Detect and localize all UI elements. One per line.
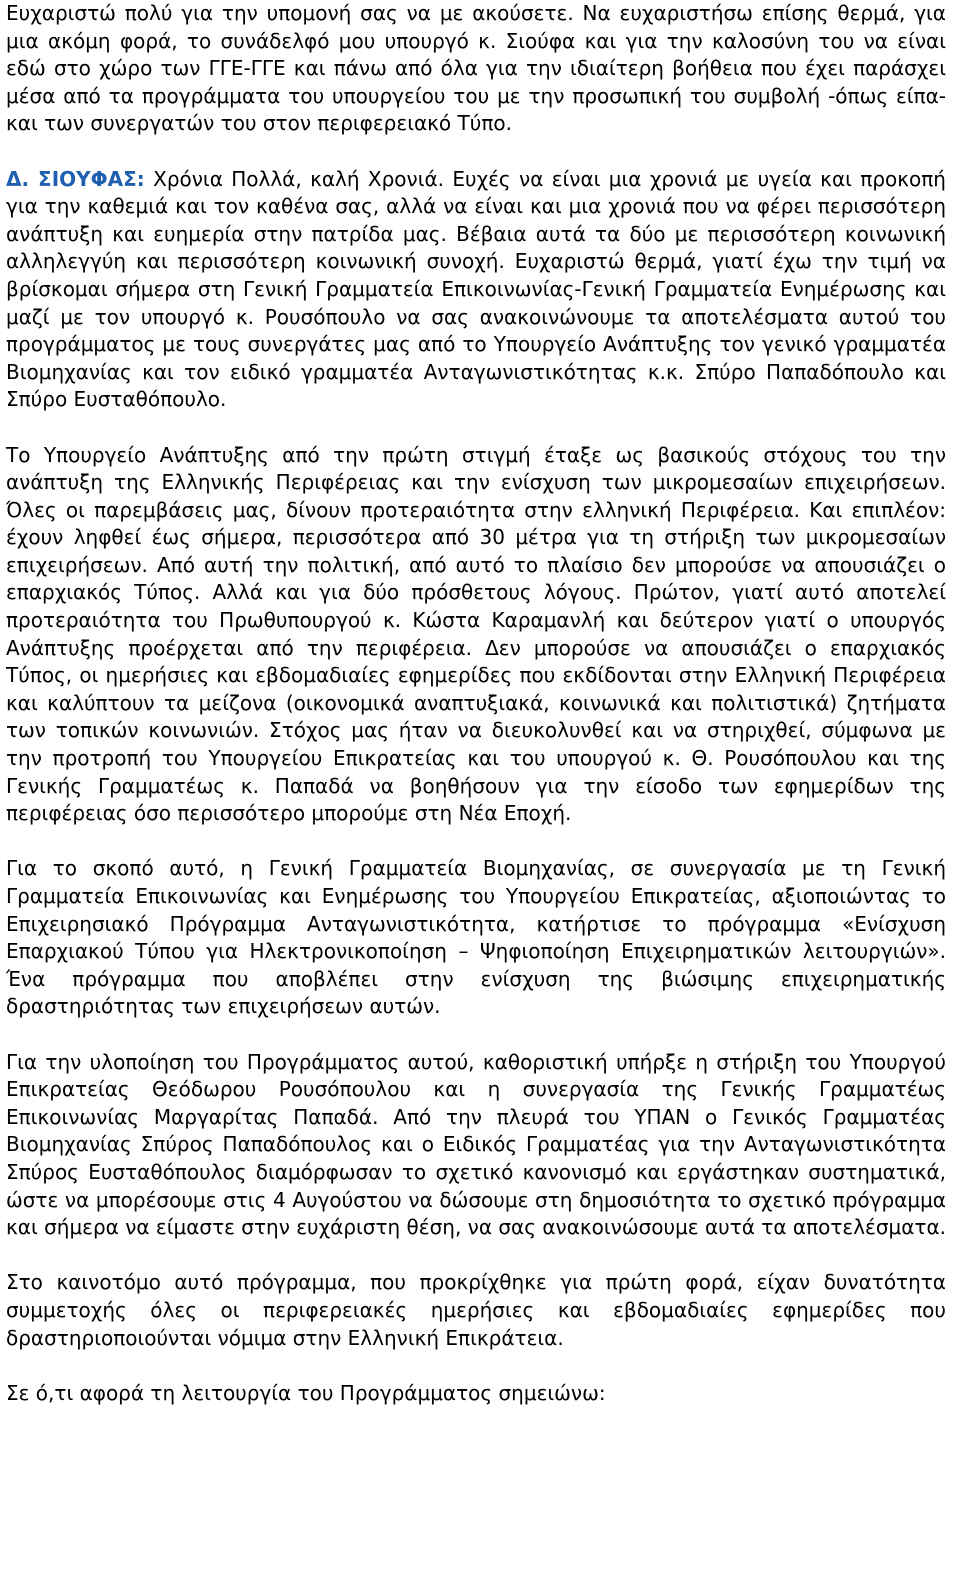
paragraph-text: Για το σκοπό αυτό, η Γενική Γραμματεία Βιομηχανίας, σε συνεργασία με τη Γενική Γραμματεία Επικοινωνίας και Ενημέρωσης του Υπουργείου Επικρατείας, αξιοποιώντας το Επιχειρησιακό Πρόγραμμα Ανταγωνιστικότητα, κατήρτισε το πρόγραμμα «Ενίσχυση Επαρχιακού Τύπου για Ηλεκτρονικοποίηση – Ψηφιοποίηση Επιχειρηματικών λειτουργιών». Ένα πρόγραμμα που αποβλέπει στην ενίσχυση της βιώσιμης επιχειρηματικής δραστηριότητας των επιχειρήσεων αυτών. xyxy=(6,856,946,1019)
paragraph-text: Χρόνια Πολλά, καλή Χρονιά. Ευχές να είναι μια χρονιά με υγεία και προκοπή για την καθεμιά και τον καθένα σας, αλλά να είναι και μια χρονιά που να φέρει περισσότερη ανάπτυξη και ευημερία στην πατρίδα μας. Βέβαια αυτά τα δύο με περισσότερη κοινωνική αλληλεγγύη και περισσότερη κοινωνική συνοχή. Ευχαριστώ θερμά, γιατί έχω την τιμή να βρίσκομαι σήμερα στη Γενική Γραμματεία Επικοινωνίας-Γενική Γραμματεία Ενημέρωσης και μαζί με τον υπουργό κ. Ρουσόπουλο να σας ανακοινώνουμε τα αποτελέσματα αυτού του προγράμματος με τους συνεργάτες μας από το Υπουργείο Ανάπτυξης τον γενικό γραμματέα Βιομηχανίας και τον ειδικό γραμματέα Ανταγωνιστικότητας κ.κ. Σπύρο Παπαδόπουλο και Σπύρο Ευσταθόπουλο. xyxy=(6,166,946,412)
paragraph-program-operation xyxy=(6,1380,946,1408)
speaker-label: Δ. ΣΙΟΥΦΑΣ: xyxy=(6,166,145,191)
paragraph-program-purpose xyxy=(6,855,946,1021)
paragraph-text: Σε ό,τι αφορά τη λειτουργία του Προγράμματος σημειώνω: xyxy=(6,1380,606,1405)
paragraph-ministry-goals xyxy=(6,442,946,828)
document-body xyxy=(6,0,946,1407)
paragraph-text: Για την υλοποίηση του Προγράμματος αυτού, καθοριστική υπήρξε η στήριξη του Υπουργού Επικρατείας Θεόδωρου Ρουσόπουλου και η συνεργασία της Γενικής Γραμματέως Επικοινωνίας Μαργαρίτας Παπαδά. Από την πλευρά του ΥΠΑΝ ο Γενικός Γραμματέας Βιομηχανίας Σπύρος Παπαδόπουλος και ο Ειδικός Γραμματέας για την Ανταγωνιστικότητα Σπύρος Ευσταθόπουλος διαμόρφωσαν το σχετικό κανονισμό και εργάστηκαν συστηματικά, ώστε να μπορέσουμε στις 4 Αυγούστου να δώσουμε στη δημοσιότητα το σχετικό πρόγραμμα και σήμερα να είμαστε στην ευχάριστη θέση, να σας ανακοινώσουμε αυτά τα αποτελέσματα. xyxy=(6,1049,947,1240)
paragraph-thanks xyxy=(6,0,946,138)
paragraph-text: Στο καινοτόμο αυτό πρόγραμμα, που προκρίχθηκε για πρώτη φορά, είχαν δυνατότητα συμμετοχής όλες οι περιφερειακές ημερήσιες και εβδομαδιαίες εφημερίδες που δραστηριοποιούνται νόμιμα στην Ελληνική Επικράτεια. xyxy=(6,1270,946,1350)
paragraph-program-implementation xyxy=(6,1049,946,1242)
paragraph-text: Το Υπουργείο Ανάπτυξης από την πρώτη στιγμή έταξε ως βασικούς στόχους του την ανάπτυξη της Ελληνικής Περιφέρειας και την ενίσχυση των μικρομεσαίων επιχειρήσεων. Όλες οι παρεμβάσεις μας, δίνουν προτεραιότητα στην ελληνική Περιφέρεια. Και επιπλέον: έχουν ληφθεί έως σήμερα, περισσότερα από 30 μέτρα για τη στήριξη των μικρομεσαίων επιχειρήσεων. Από αυτή την πολιτική, από αυτό το πλαίσιο δεν μπορούσε να απουσιάζει ο επαρχιακός Τύπος. Αλλά και για δύο πρόσθετους λόγους. Πρώτον, γιατί αυτό αποτελεί προτεραιότητα του Πρωθυπουργού κ. Κώστα Καραμανλή και δεύτερον γιατί ο υπουργός Ανάπτυξης προέρχεται από την περιφέρεια. Δεν μπορούσε να απουσιάζει ο επαρχιακός Τύπος, οι ημερήσιες και εβδομαδιαίες εφημερίδες που εκδίδονται στην Ελληνική Περιφέρεια και καλύπτουν τα μείζονα (οικονομικά αναπτυξιακά, κοινωνικά και πολιτιστικά) ζητήματα των τοπικών κοινωνιών. Στόχος μας ήταν να διευκολυνθεί και να στηριχθεί, σύμφωνα με την προτροπή του Υπουργείου Επικρατείας και του υπουργού κ. Θ. Ρουσόπουλου και της Γενικής Γραμματέως κ. Παπαδά να βοηθήσουν για την είσοδο των εφημερίδων της περιφέρειας όσο περισσότερο μπορούμε στη Νέα Εποχή. xyxy=(6,442,946,826)
paragraph-siouphas-speech xyxy=(6,166,946,414)
paragraph-text: Ευχαριστώ πολύ για την υπομονή σας να με ακούσετε. Να ευχαριστήσω επίσης θερμά, για μια ακόμη φορά, το συνάδελφό μου υπουργό κ. Σιούφα και για την καλοσύνη του να είναι εδώ στο χώρο των ΓΓΕ-ΓΓΕ και πάνω από όλα για την ιδιαίτερη βοήθεια που έχει παράσχει μέσα από τα προγράμματα του υπουργείου του με την προσωπική του συμβολή -όπως είπα- και των συνεργατών του στον περιφερειακό Τύπο. xyxy=(6,1,946,136)
paragraph-participation xyxy=(6,1269,946,1352)
